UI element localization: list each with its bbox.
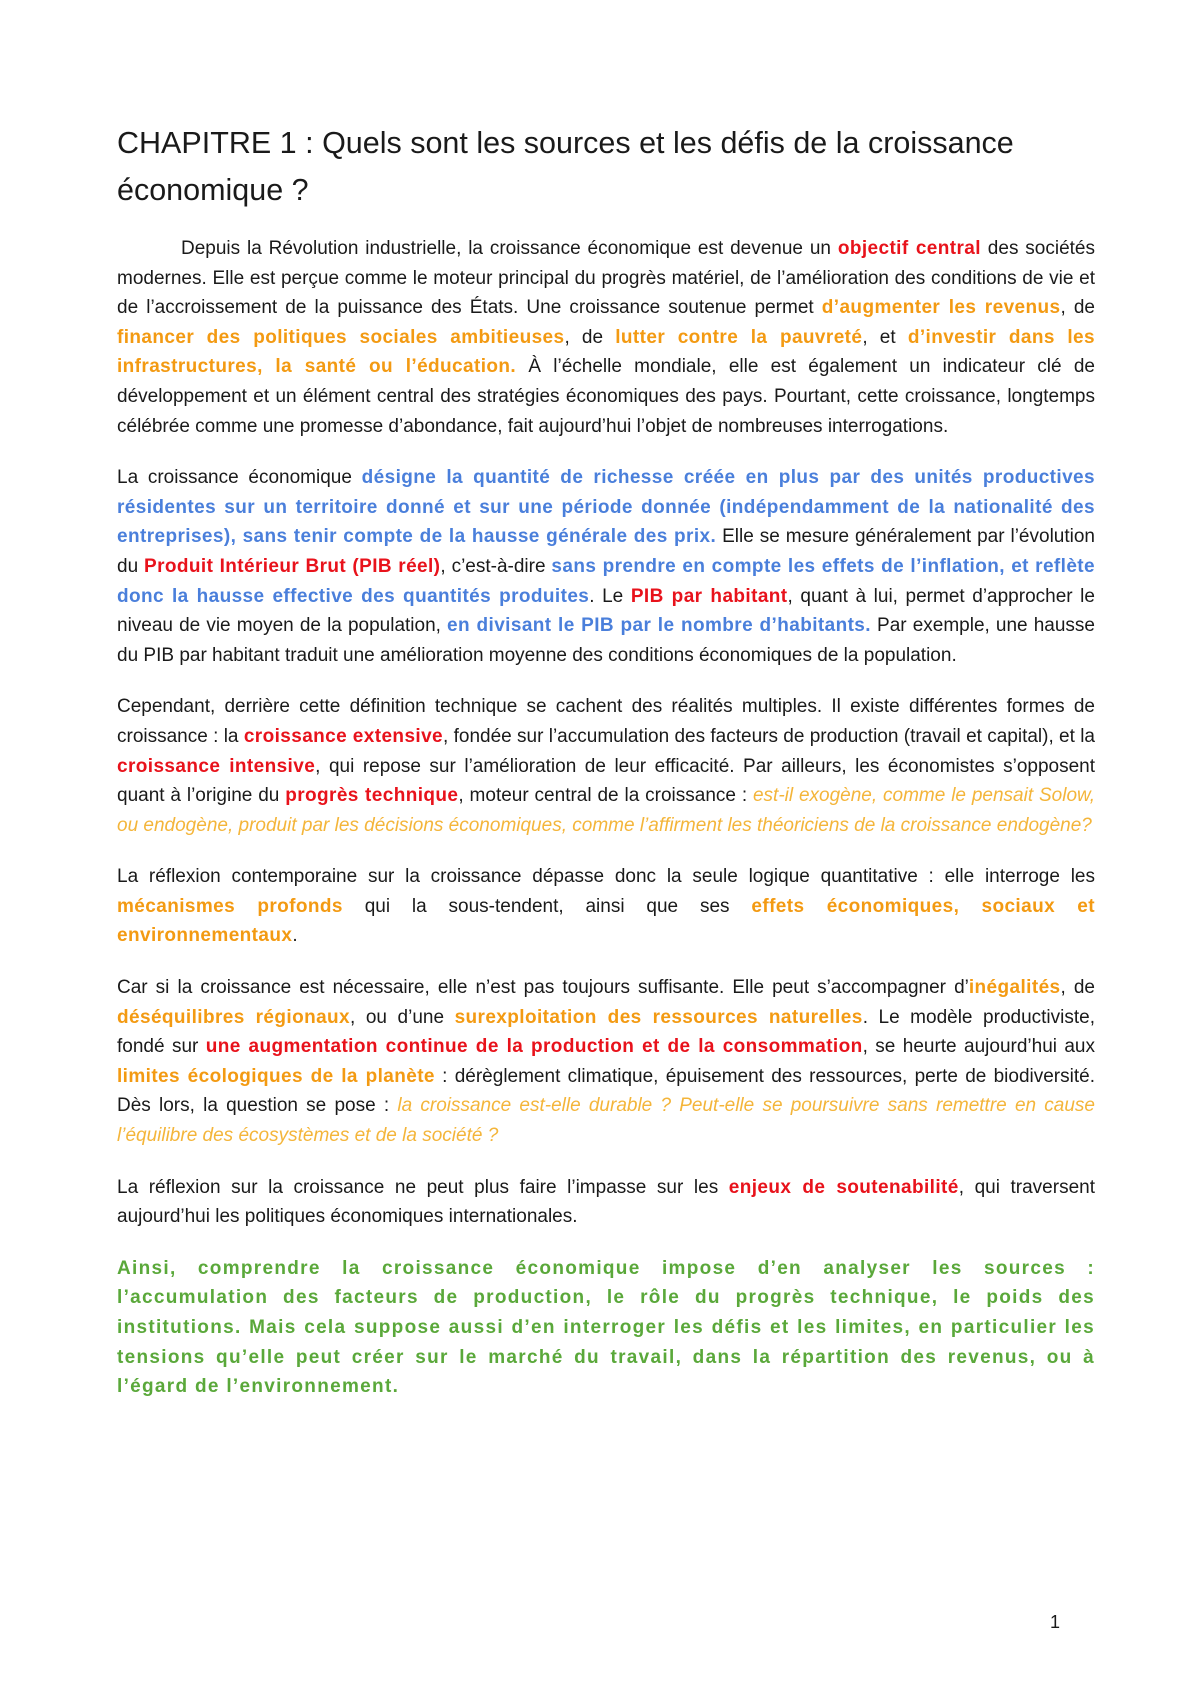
text-run: . Le modèle productiviste, fondé sur bbox=[117, 1006, 1095, 1058]
paragraph-reflexion bbox=[117, 862, 1095, 951]
text-run: Elle se mesure généralement par l’évolution du bbox=[117, 526, 1095, 577]
text-run: La croissance économique bbox=[117, 467, 362, 489]
highlight-augmentation-continue: une augmentation continue de la production et de la consommation bbox=[205, 1036, 863, 1058]
highlight-definition-croissance: désigne la quantité de richesse créée en plus par des unités productives résidentes sur un territoire donné et sur une période donnée (indépendamment de la nationalité des entreprises), sans tenir compte de la hausse générale des prix. bbox=[117, 467, 1095, 548]
highlight-limites-ecologiques: limites écologiques de la planète bbox=[117, 1065, 435, 1087]
text-run: qui la sous-tendent, ainsi que ses bbox=[342, 895, 752, 917]
text-run: Cependant, derrière cette définition technique se cachent des réalités multiples. Il existe différentes formes de croissance : la bbox=[117, 696, 1095, 747]
text-run: La réflexion contemporaine sur la croissance dépasse donc la seule logique quantitative : elle interroge les bbox=[117, 866, 1095, 888]
text-run: , se heurte aujourd’hui aux bbox=[862, 1036, 1096, 1058]
page-number: 1 bbox=[1050, 1612, 1061, 1632]
text-run: . bbox=[292, 925, 298, 947]
text-run: , qui repose sur l’amélioration de leur efficacité. Par ailleurs, les économistes s’opposent quant à l’origine du bbox=[117, 755, 1095, 807]
highlight-effets: effets économiques, sociaux et environnementaux bbox=[117, 895, 1095, 947]
paragraph-limits bbox=[117, 973, 1095, 1151]
text-run: , de bbox=[1060, 977, 1095, 999]
text-run: , c’est-à-dire bbox=[440, 555, 552, 577]
paragraph-intro bbox=[117, 234, 1095, 441]
highlight-investir: d’investir dans les infrastructures, la santé ou l’éducation. bbox=[117, 326, 1095, 378]
paragraph-forms bbox=[117, 692, 1095, 840]
text-run: , de bbox=[564, 326, 616, 348]
highlight-surexploitation: surexploitation des ressources naturelles bbox=[454, 1006, 863, 1028]
highlight-pib-habitant: PIB par habitant bbox=[630, 585, 788, 607]
highlight-augmenter-revenus: d’augmenter les revenus bbox=[821, 297, 1061, 319]
text-run: , et bbox=[862, 326, 908, 348]
text-run: , quant à lui, permet d’approcher le niveau de vie moyen de la population, bbox=[117, 585, 1095, 637]
italic-question-durable: la croissance est-elle durable ? Peut-elle se poursuivre sans remettre en cause l’équilibre des écosystèmes et de la société ? bbox=[117, 1095, 1095, 1147]
text-run: : dérèglement climatique, épuisement des ressources, perte de biodiversité. Dès lors, la question se pose : bbox=[117, 1065, 1095, 1117]
document-page bbox=[117, 120, 1095, 1424]
highlight-mecanismes: mécanismes profonds bbox=[117, 895, 343, 917]
chapter-title: CHAPITRE 1 : Quels sont les sources et les défis de la croissance économique ? bbox=[117, 126, 1014, 207]
text-run: des sociétés modernes. Elle est perçue comme le moteur principal du progrès matériel, de l’amélioration des conditions de vie et de l’accroissement de la puissance des États. Une croissance soutenue permet bbox=[117, 238, 1095, 319]
highlight-croissance-intensive: croissance intensive bbox=[117, 755, 316, 777]
highlight-pib-reel: Produit Intérieur Brut (PIB réel) bbox=[144, 555, 441, 577]
text-run: Par exemple, une hausse du PIB par habitant traduit une amélioration moyenne des conditions économiques de la population. bbox=[117, 615, 1095, 666]
highlight-pauvrete: lutter contre la pauvreté bbox=[615, 326, 863, 348]
highlight-inegalites: inégalités bbox=[968, 977, 1061, 999]
paragraph-soutenabilite bbox=[117, 1173, 1095, 1232]
highlight-progres-technique: progrès technique bbox=[285, 785, 459, 807]
highlight-desequilibres: déséquilibres régionaux bbox=[117, 1006, 351, 1028]
highlight-croissance-extensive: croissance extensive bbox=[243, 725, 444, 747]
text-run: La réflexion sur la croissance ne peut plus faire l’impasse sur les bbox=[117, 1176, 729, 1198]
text-run: , qui traversent aujourd’hui les politiques économiques internationales. bbox=[117, 1176, 1095, 1228]
text-run: À l’échelle mondiale, elle est également un indicateur clé de développement et un élément central des stratégies économiques des pays. Pourtant, cette croissance, longtemps célébrée comme une promesse d’abondance, fait aujourd’hui l’objet de nombreuses interrogations. bbox=[117, 356, 1095, 437]
highlight-objectif-central: objectif central bbox=[837, 238, 981, 259]
highlight-politiques-sociales: financer des politiques sociales ambitieuses bbox=[117, 326, 565, 348]
highlight-inflation: sans prendre en compte les effets de l’inflation, et reflète donc la hausse effective des quantités produites bbox=[117, 555, 1095, 607]
paragraph-conclusion: Ainsi, comprendre la croissance économique impose d’en analyser les sources : l’accumulation des facteurs de production, le rôle du progrès technique, le poids des institutions. Mais cela suppose aussi d’en interroger les défis et les limites, en particulier les tensions qu’elle peut créer sur le marché du travail, dans la répartition des revenus, ou à l’égard de l’environnement. bbox=[117, 1257, 1095, 1398]
highlight-divisant: en divisant le PIB par le nombre d’habitants. bbox=[447, 615, 871, 637]
highlight-soutenabilite: enjeux de soutenabilité bbox=[728, 1176, 959, 1198]
text-run: , ou d’une bbox=[350, 1006, 455, 1028]
text-run: Depuis la Révolution industrielle, la croissance économique est devenue un bbox=[181, 238, 838, 259]
text-run: , de bbox=[1060, 297, 1095, 319]
italic-question-solow: est-il exogène, comme le pensait Solow, ou endogène, produit par les décisions économiques, comme l’affirment les théoriciens de la croissance endogène? bbox=[117, 785, 1095, 836]
paragraph-definition bbox=[117, 463, 1095, 670]
text-run: , moteur central de la croissance : bbox=[458, 785, 753, 807]
text-run: Car si la croissance est nécessaire, elle n’est pas toujours suffisante. Elle peut s’accompagner d’ bbox=[117, 977, 969, 999]
text-run: , fondée sur l’accumulation des facteurs de production (travail et capital), et la bbox=[443, 725, 1095, 747]
text-run: . Le bbox=[589, 585, 631, 607]
